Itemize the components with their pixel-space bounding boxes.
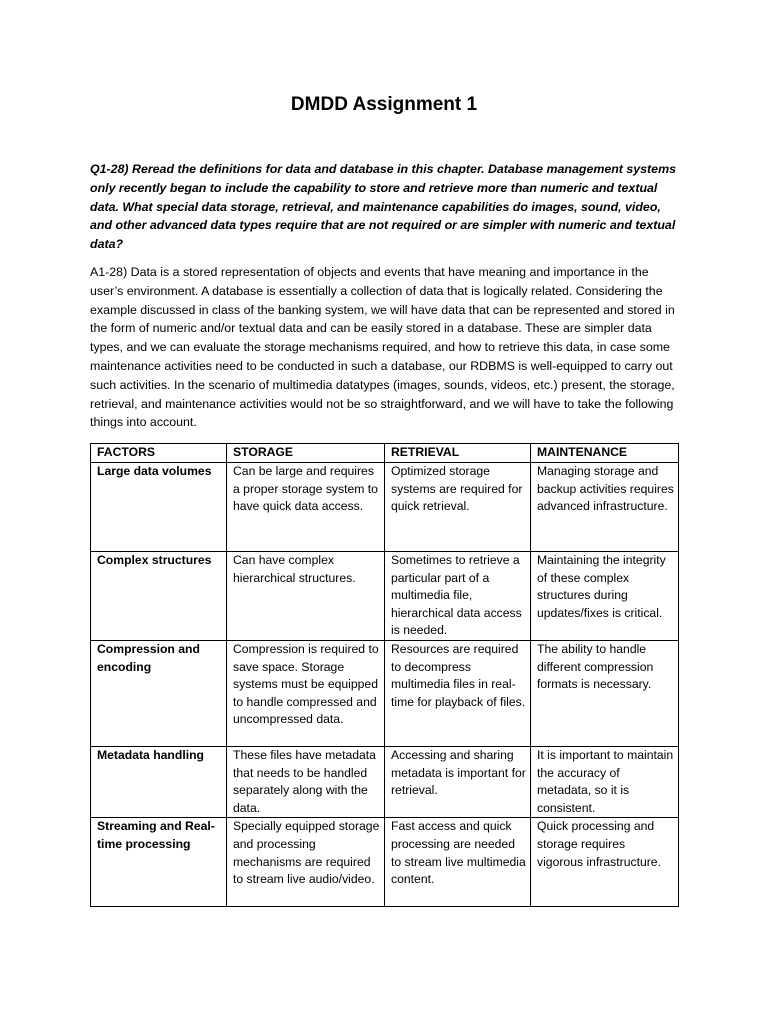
answer-paragraph: A1-28) Data is a stored representation of objects and events that have meaning and importance in the user’s environment. A database is essentially a collection of data that is logically related. Considering the example discussed in class of the banking system, we will have data that can be represented and stored in the form of numeric and/or textual data and can be easily stored in a database. These are simpler data types, and we can evaluate the storage mechanisms required, and how to retrieve this data, in case some maintenance activities need to be conducted in such a database, our RDBMS is well-equipped to carry out such activities. In the scenario of multimedia datatypes (images, sounds, videos, etc.) present, the storage, retrieval, and maintenance activities would not be so straightforward, and we will have to take the following things into account. xyxy=(90,265,675,430)
factor-cell: Complex structures xyxy=(91,552,227,641)
maintenance-cell: The ability to handle different compression formats is necessary. xyxy=(531,641,679,747)
table-row xyxy=(91,747,679,818)
factors-table xyxy=(90,443,679,907)
retrieval-cell: Sometimes to retrieve a particular part of a multimedia file, hierarchical data access is needed. xyxy=(385,552,531,641)
factor-cell: Metadata handling xyxy=(91,747,227,818)
factor-cell: Streaming and Real-time processing xyxy=(91,818,227,907)
maintenance-cell: Managing storage and backup activities requires advanced infrastructure. xyxy=(531,463,679,552)
retrieval-cell: Accessing and sharing metadata is important for retrieval. xyxy=(385,747,531,818)
storage-cell: Can have complex hierarchical structures. xyxy=(227,552,385,641)
retrieval-cell: Optimized storage systems are required for quick retrieval. xyxy=(385,463,531,552)
question-paragraph: Q1-28) Reread the definitions for data and database in this chapter. Database management systems only recently began to include the capability to store and retrieve more than numeric and textual data. What special data storage, retrieval, and maintenance capabilities do images, sound, video, and other advanced data types require that are not required or are simpler with numeric and textual data? xyxy=(90,162,676,252)
storage-cell: Can be large and requires a proper storage system to have quick data access. xyxy=(227,463,385,552)
retrieval-cell: Fast access and quick processing are needed to stream live multimedia content. xyxy=(385,818,531,907)
maintenance-cell: Maintaining the integrity of these complex structures during updates/fixes is critical. xyxy=(531,552,679,641)
table-row xyxy=(91,463,679,552)
header-storage: STORAGE xyxy=(227,444,385,463)
factor-cell: Large data volumes xyxy=(91,463,227,552)
header-factors: FACTORS xyxy=(91,444,227,463)
maintenance-cell: It is important to maintain the accuracy of metadata, so it is consistent. xyxy=(531,747,679,818)
storage-cell: These files have metadata that needs to be handled separately along with the data. xyxy=(227,747,385,818)
maintenance-cell: Quick processing and storage requires vigorous infrastructure. xyxy=(531,818,679,907)
header-maintenance: MAINTENANCE xyxy=(531,444,679,463)
document-title: DMDD Assignment 1 xyxy=(290,94,478,115)
table-row xyxy=(91,818,679,907)
table-row xyxy=(91,641,679,747)
retrieval-cell: Resources are required to decompress multimedia files in real-time for playback of files. xyxy=(385,641,531,747)
storage-cell: Compression is required to save space. Storage systems must be equipped to handle compressed and uncompressed data. xyxy=(227,641,385,747)
table-header-row xyxy=(91,444,679,463)
factor-cell: Compression and encoding xyxy=(91,641,227,747)
storage-cell: Specially equipped storage and processing mechanisms are required to stream live audio/video. xyxy=(227,818,385,907)
header-retrieval: RETRIEVAL xyxy=(385,444,531,463)
table-row xyxy=(91,552,679,641)
